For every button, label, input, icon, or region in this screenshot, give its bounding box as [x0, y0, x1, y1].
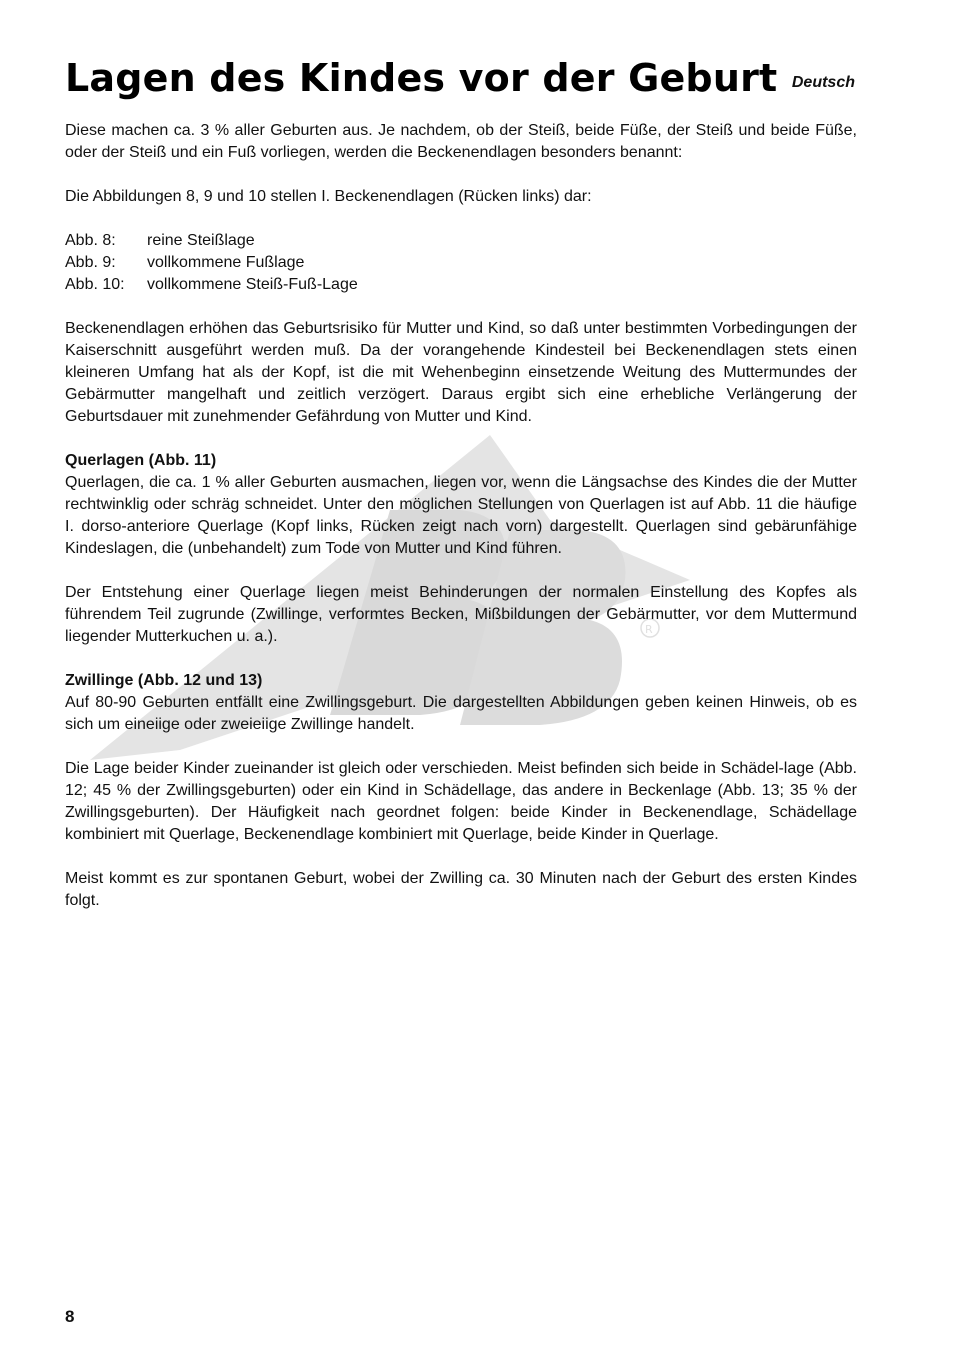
figure-text: vollkommene Steiß-Fuß-Lage: [147, 276, 358, 293]
intro-paragraph-2: Die Abbildungen 8, 9 und 10 stellen I. Beckenendlagen (Rücken links) dar:: [65, 188, 592, 205]
figure-list-item: [65, 230, 857, 252]
page-content: [65, 120, 857, 912]
zwillinge-heading: Zwillinge (Abb. 12 und 13): [65, 672, 263, 689]
page-header: [65, 52, 857, 108]
querlagen-paragraph-2: Der Entstehung einer Querlage liegen meist Behinderungen der normalen Einstellung des Kopfes als führendem Teil zugrunde (Zwillinge, verformtes Becken, Mißbildungen der Gebärmutter, vor dem Muttermund liegender Mutterkuchen u. a.).: [65, 584, 857, 645]
page-title: Lagen des Kindes vor der Geburt: [65, 56, 778, 100]
figure-label: Abb. 9:: [65, 254, 116, 271]
figure-label: Abb. 10:: [65, 276, 125, 293]
figure-text: vollkommene Fußlage: [147, 254, 305, 271]
figure-list-item: [65, 252, 857, 274]
figure-label: Abb. 8:: [65, 232, 116, 249]
document-page: [65, 52, 857, 934]
figure-text: reine Steißlage: [147, 232, 255, 249]
querlagen-heading: Querlagen (Abb. 11): [65, 452, 217, 469]
figure-list-item: [65, 274, 857, 296]
zwillinge-section: [65, 670, 857, 736]
zwillinge-paragraph-1: Auf 80-90 Geburten entfällt eine Zwillingsgeburt. Die dargestellten Abbildungen geben keinen Hinweis, ob es sich um eineiige oder zweieiige Zwillinge handelt.: [65, 694, 857, 733]
page-number: 8: [65, 1307, 75, 1326]
intro-paragraph-1: Diese machen ca. 3 % aller Geburten aus. Je nachdem, ob der Steiß, beide Füße, der Steiß und beide Füße, oder der Steiß und ein Fuß vorliegen, werden die Beckenendlagen besonders benannt:: [65, 122, 857, 161]
zwillinge-paragraph-2: Die Lage beider Kinder zueinander ist gleich oder verschieden. Meist befinden sich beide in Schädel-lage (Abb. 12; 45 % der Zwillingsgeburten) oder ein Kind in Schädellage, das andere in Beckenlage (Abb. 13; 35 % der Zwillingsgeburten). Der Häufigkeit nach geordnet folgen: beide Kinder in Beckenendlage, Schädellage kombiniert mit Querlage, Beckenendlage kombiniert mit Querlage, beide Kinder in Querlage.: [65, 760, 857, 843]
language-label: Deutsch: [791, 74, 855, 91]
querlagen-paragraph-1: Querlagen, die ca. 1 % aller Geburten ausmachen, liegen vor, wenn die Längsachse des Kindes die der Mutter rechtwinklig oder schräg schneidet. Unter den möglichen Stellungen von Querlagen ist auf Abb. 11 die häufige I. dorso-anteriore Querlage (Kopf links, Rücken zeigt nach vorn) dargestellt. Querlagen sind gebärunfähige Kindeslagen, die (unbehandelt) zum Tode von Mutter und Kind führen.: [65, 474, 857, 557]
svg-text:R: R: [645, 623, 653, 636]
querlagen-section: [65, 450, 857, 560]
zwillinge-paragraph-3: Meist kommt es zur spontanen Geburt, wobei der Zwilling ca. 30 Minuten nach der Geburt des ersten Kindes folgt.: [65, 870, 857, 909]
beckenendlagen-paragraph: Beckenendlagen erhöhen das Geburtsrisiko für Mutter und Kind, so daß unter bestimmten Vorbedingungen der Kaiserschnitt ausgeführt werden muß. Da der vorangehende Kindesteil bei Beckenendlagen stets einen kleineren Umfang hat als der Kopf, ist die mit Wehenbeginn einsetzende Weitung des Muttermundes der Gebärmutter mangelhaft und zeitlich verzögert. Daraus ergibt sich eine erhebliche Verlängerung der Geburtsdauer mit zunehmender Gefährdung von Mutter und Kind.: [65, 320, 857, 425]
figure-list: [65, 230, 857, 296]
